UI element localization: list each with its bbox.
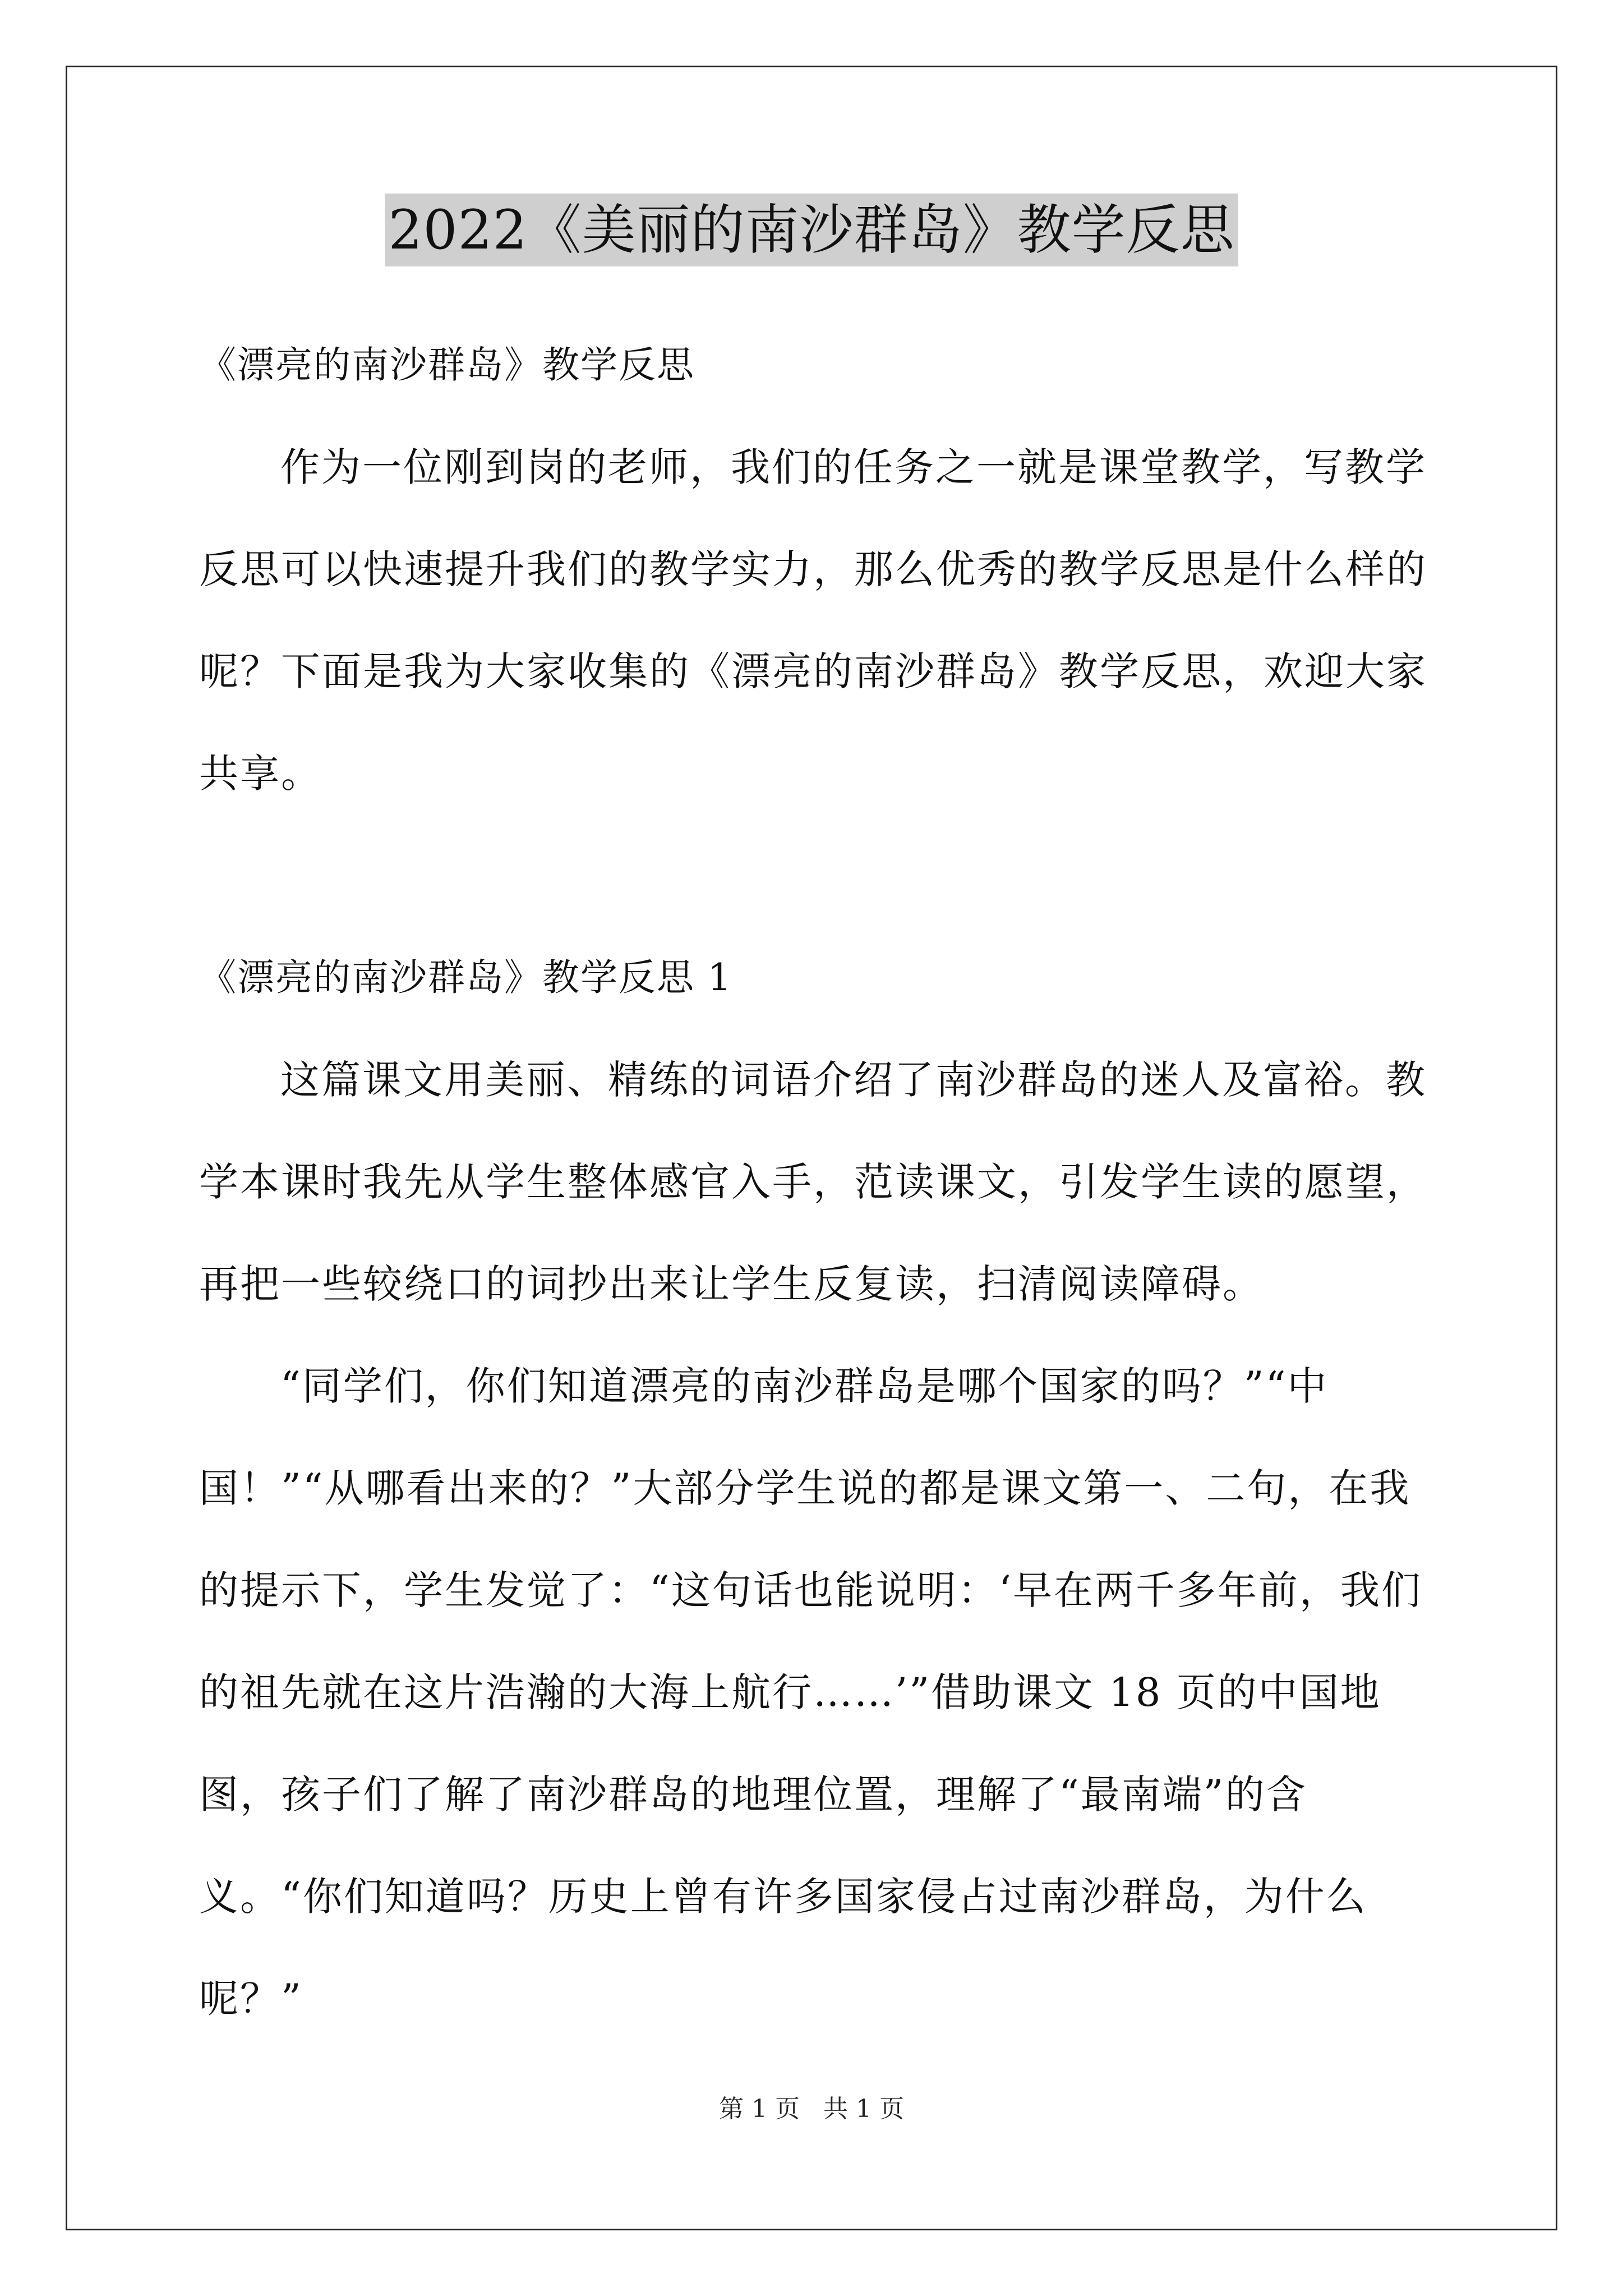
page-number-total: 共 1 页 <box>823 2095 904 2123</box>
intro-paragraph: 作为一位刚到岗的老师，我们的任务之一就是课堂教学，写教学反思可以快速提升我们的教学实力，那么优秀的教学反思是什么样的呢？下面是我为大家收集的《漂亮的南沙群岛》教学反思，欢迎大家共享。 <box>199 444 1427 797</box>
section1-heading: 《漂亮的南沙群岛》教学反思 1 <box>199 956 732 999</box>
page-footer <box>0 2092 1623 2126</box>
section-spacer <box>199 825 1433 927</box>
section1-paragraph-1: 这篇课文用美丽、精练的词语介绍了南沙群岛的迷人及富裕。教学本课时我先从学生整体感官入手，范读课文，引发学生读的愿望，再把一些较绕口的词抄出来让学生反复读，扫清阅读障碍。 <box>199 1057 1427 1307</box>
title-container <box>0 194 1623 266</box>
document-title: 2022《美丽的南沙群岛》教学反思 <box>385 194 1238 266</box>
intro-heading: 《漂亮的南沙群岛》教学反思 <box>199 343 695 386</box>
document-body <box>199 314 1433 2050</box>
page-number-current: 第 1 页 <box>719 2095 800 2123</box>
section1-paragraph-2: “同学们，你们知道漂亮的南沙群岛是哪个国家的吗？”“中国！”“从哪看出来的？”大部分学生说的都是课文第一、二句，在我的提示下，学生发觉了：“这句话也能说明：‘早在两千多年前，我们的祖先就在这片浩瀚的大海上航行……’”借助课文 18 页的中国地图，孩子们了解了南沙群岛的地理位置，理解了“最南端”的含义。“你们知道吗？历史上曾有许多国家侵占过南沙群岛，为什么呢？” <box>199 1363 1423 2022</box>
